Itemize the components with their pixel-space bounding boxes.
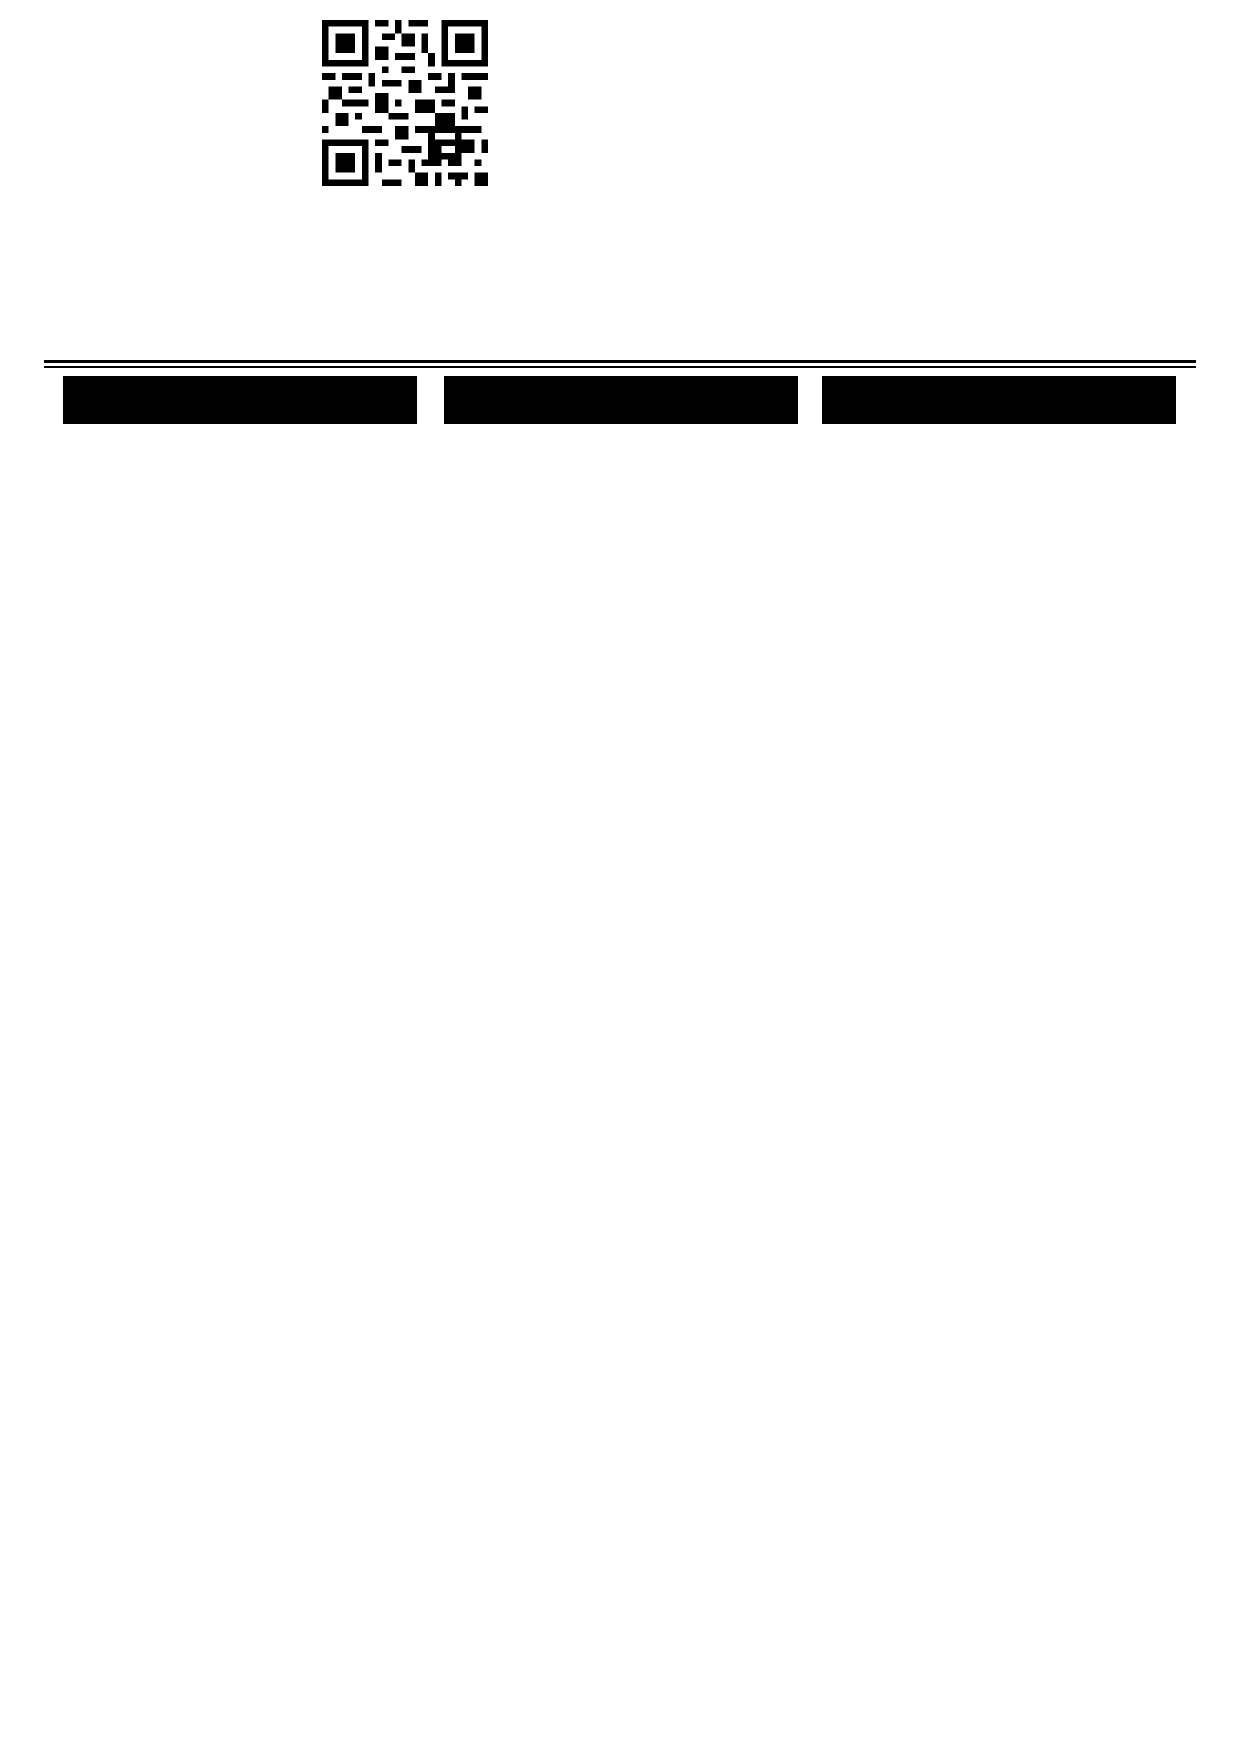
header-divider-thin (44, 366, 1196, 368)
mesin-section (822, 376, 1176, 430)
qr-code (322, 20, 488, 186)
mesin-title (822, 376, 1176, 424)
interior-section (444, 376, 798, 430)
eksterior-section (63, 376, 417, 430)
interior-title (444, 376, 798, 424)
eksterior-title (63, 376, 417, 424)
header-divider (44, 360, 1196, 363)
